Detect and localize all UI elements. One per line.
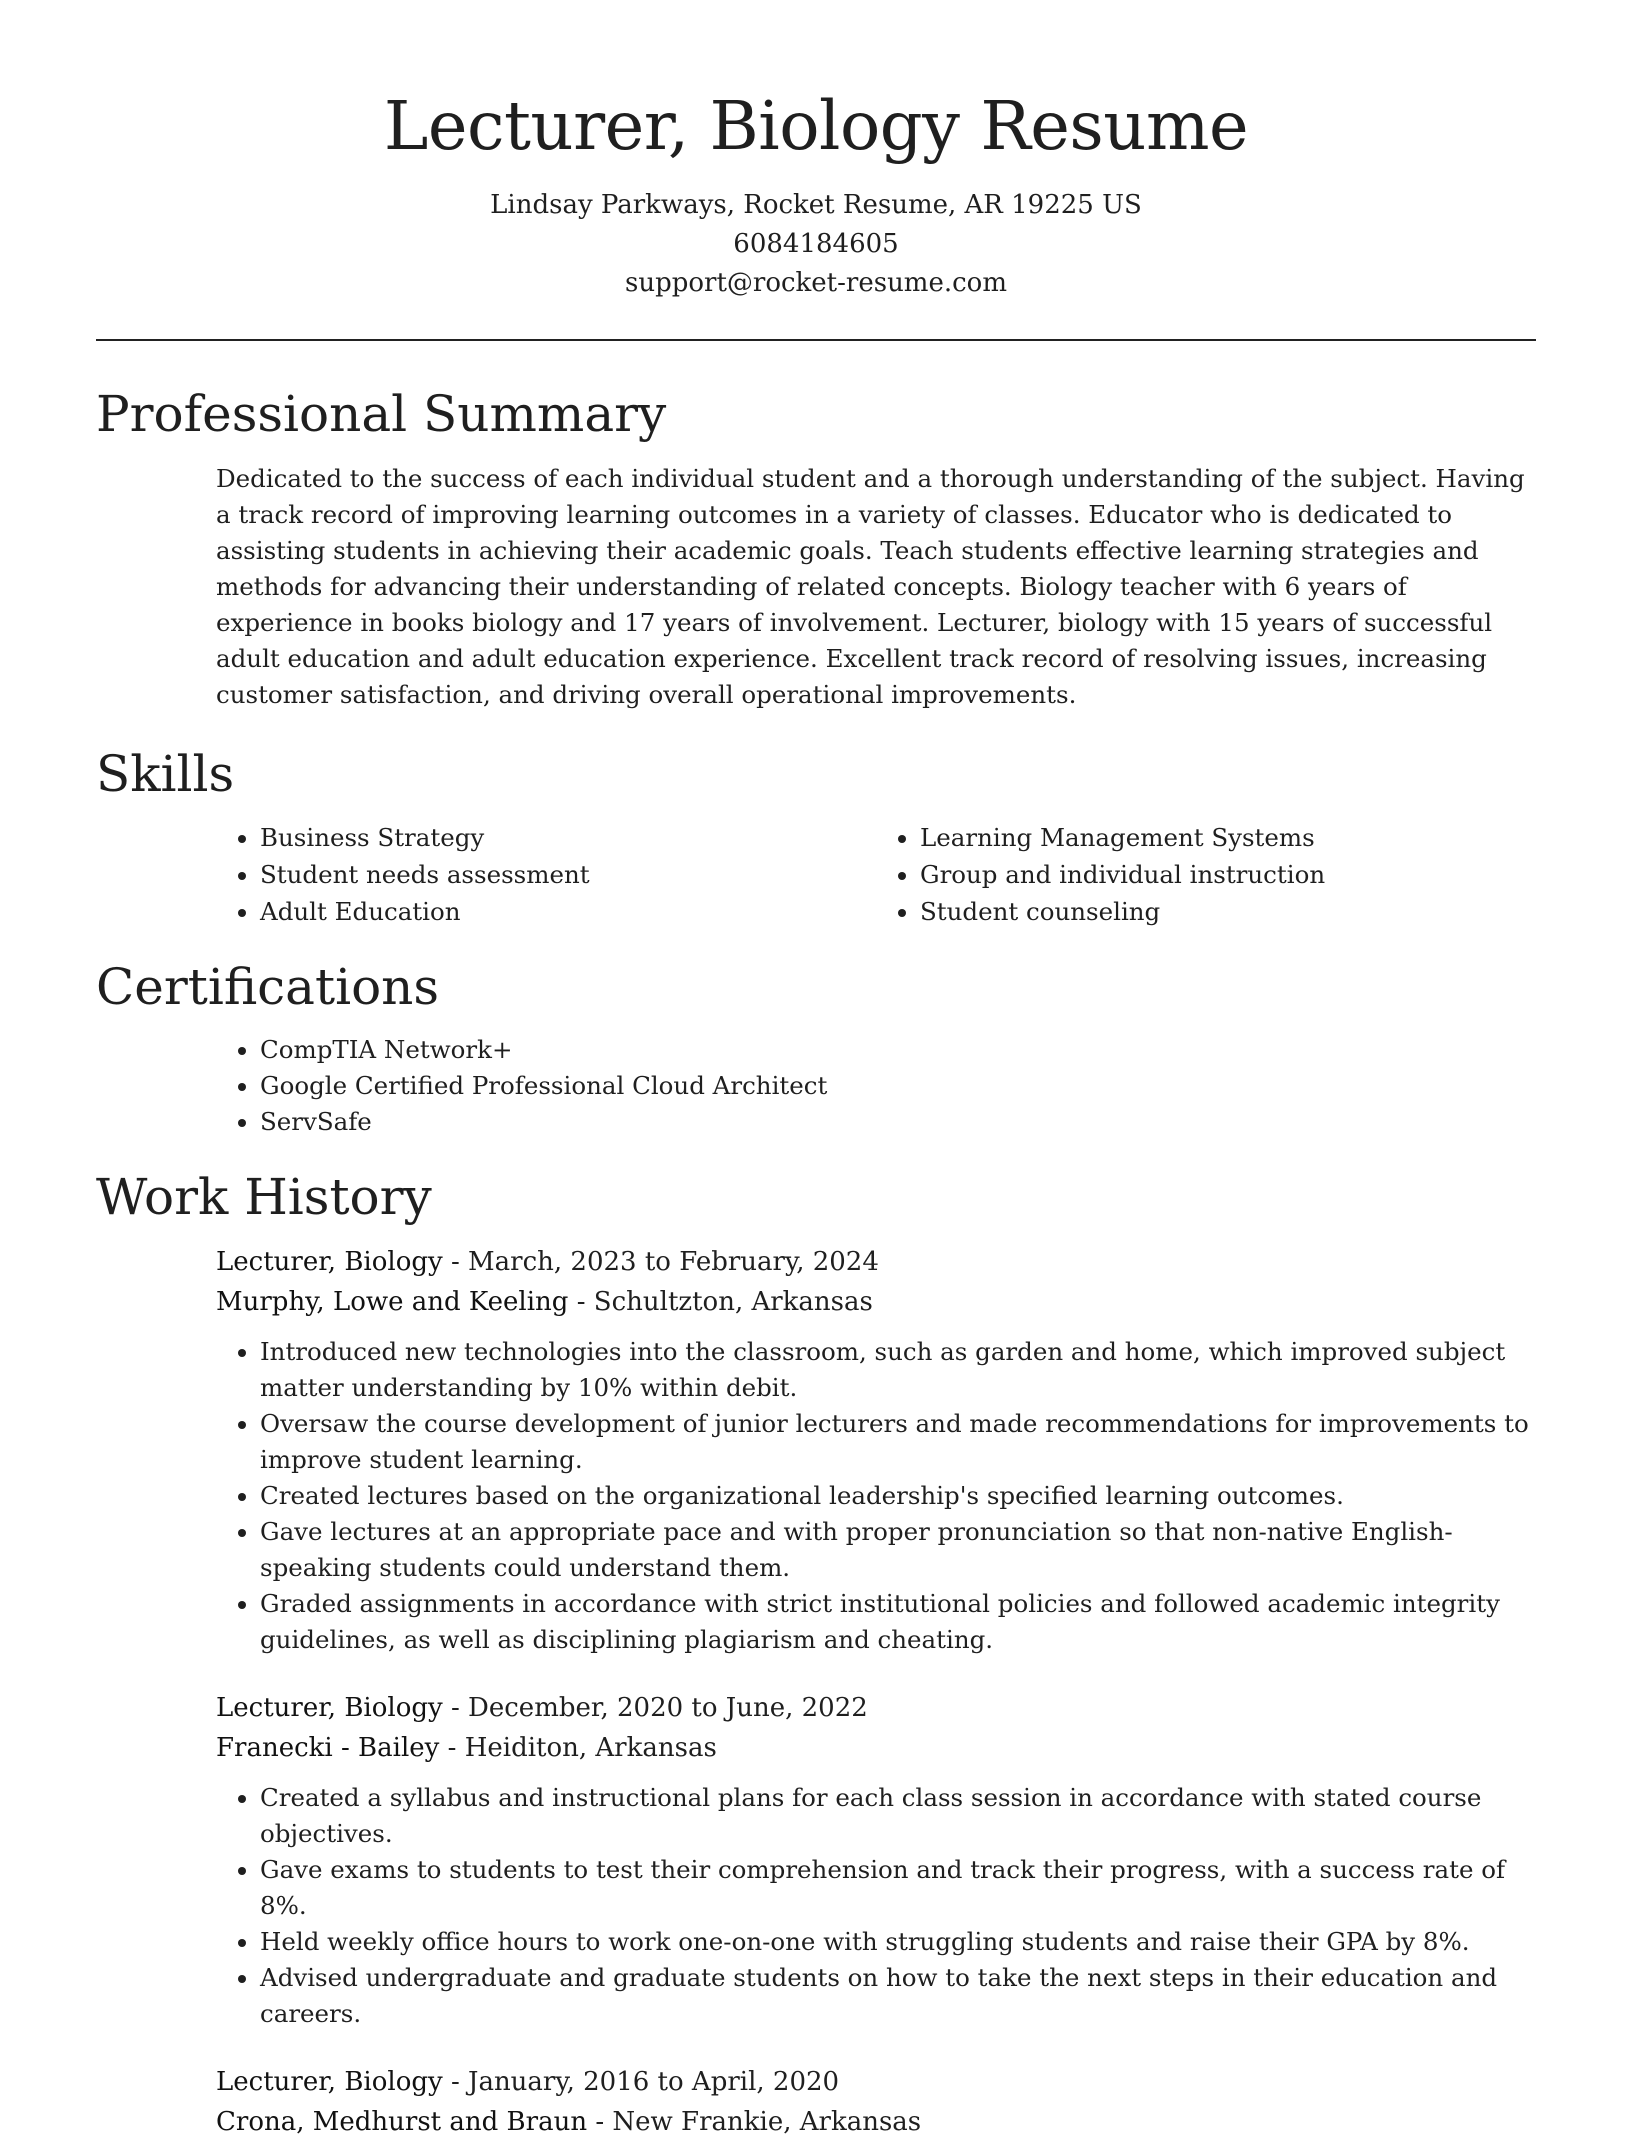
job-company-line [216,2102,1536,2142]
contact-email: support@rocket-resume.com [624,268,1007,298]
job-bullets [216,1334,1536,1658]
job-title: Lecturer, Biology [216,1693,443,1723]
contact-info [96,186,1536,303]
skill-item: • Student needs assessment [260,856,876,893]
job-bullet: • Graded assignments in accordance with strict institutional policies and followed academic integrity guidelines, as well as disciplining plagiarism and cheating. [260,1586,1536,1658]
job-bullet: • Created lectures based on the organizational leadership's specified learning outcomes. [260,1478,1536,1514]
skill-item: • Student counseling [920,893,1536,930]
job-bullet: • Oversaw the course development of junior lecturers and made recommendations for improvements to improve student learning. [260,1406,1536,1478]
skills-column-right [876,819,1536,930]
header-divider [96,339,1536,341]
certifications-section [96,952,1536,1140]
job-location: - Heiditon, Arkansas [439,1733,717,1763]
resume-page [96,0,1536,2142]
job-bullet: • Created a syllabus and instructional plans for each class session in accordance with stated course objectives. [260,1780,1536,1852]
skills-grid [216,819,1536,930]
job-entry [216,1688,1536,2032]
job-title-line [216,1242,1536,1282]
certification-item: • ServSafe [260,1104,1536,1140]
page-title: Lecturer, Biology Resume [383,87,1249,165]
job-entry [216,1242,1536,1658]
job-bullet: • Gave exams to students to test their comprehension and track their progress, with a success rate of 8%. [260,1852,1536,1924]
skill-item: • Adult Education [260,893,876,930]
summary-heading: Professional Summary [96,385,667,443]
job-company: Franecki - Bailey [216,1733,440,1763]
job-company-line [216,1728,1536,1768]
job-bullet: • Held weekly office hours to work one-on-one with struggling students and raise their GPA by 8%. [260,1924,1536,1960]
job-bullet: • Gave lectures at an appropriate pace and with proper pronunciation so that non-native English-speaking students could understand them. [260,1514,1536,1586]
job-dates: - December, 2020 to June, 2022 [442,1693,868,1723]
job-entry [216,2062,1536,2142]
work-history-heading: Work History [96,1168,432,1226]
job-company: Crona, Medhurst and Braun [216,2107,588,2137]
skills-column-left [216,819,876,930]
job-company-line [216,1282,1536,1322]
resume-header [96,0,1536,303]
job-company: Murphy, Lowe and Keeling [216,1287,569,1317]
job-location: - Schultzton, Arkansas [568,1287,873,1317]
summary-text: Dedicated to the success of each individual student and a thorough understanding of the subject. Having a track record of improving learning outcomes in a variety of classes. Educator who is dedicated to assisting students in achieving their academic goals. Teach students effective learning strategies and methods for advancing their understanding of related concepts. Biology teacher with 6 years of experience in books biology and 17 years of involvement. Lecturer, biology with 15 years of successful adult education and adult education experience. Excellent track record of resolving issues, increasing customer satisfaction, and driving overall operational improvements. [216,464,1525,709]
job-title-line [216,1688,1536,1728]
contact-address: Lindsay Parkways, Rocket Resume, AR 19225 US [490,190,1142,220]
skill-item: • Learning Management Systems [920,819,1536,856]
job-title: Lecturer, Biology [216,1247,443,1277]
summary-section [96,379,1536,713]
job-bullets [216,1780,1536,2032]
job-location: - New Frankie, Arkansas [587,2107,922,2137]
certifications-heading: Certifications [96,958,440,1016]
job-dates: - January, 2016 to April, 2020 [442,2067,840,2097]
job-bullet: • Introduced new technologies into the classroom, such as garden and home, which improved subject matter understanding by 10% within debit. [260,1334,1536,1406]
certifications-list [216,1032,1536,1140]
work-history-section [96,1162,1536,2142]
certification-item: • CompTIA Network+ [260,1032,1536,1068]
skills-section [96,739,1536,930]
job-title: Lecturer, Biology [216,2067,443,2097]
skills-heading: Skills [96,745,235,803]
skill-item: • Group and individual instruction [920,856,1536,893]
skill-item: • Business Strategy [260,819,876,856]
certification-item: • Google Certified Professional Cloud Architect [260,1068,1536,1104]
job-bullet: • Advised undergraduate and graduate students on how to take the next steps in their education and careers. [260,1960,1536,2032]
job-dates: - March, 2023 to February, 2024 [442,1247,879,1277]
job-title-line [216,2062,1536,2102]
contact-phone: 6084184605 [733,229,899,259]
